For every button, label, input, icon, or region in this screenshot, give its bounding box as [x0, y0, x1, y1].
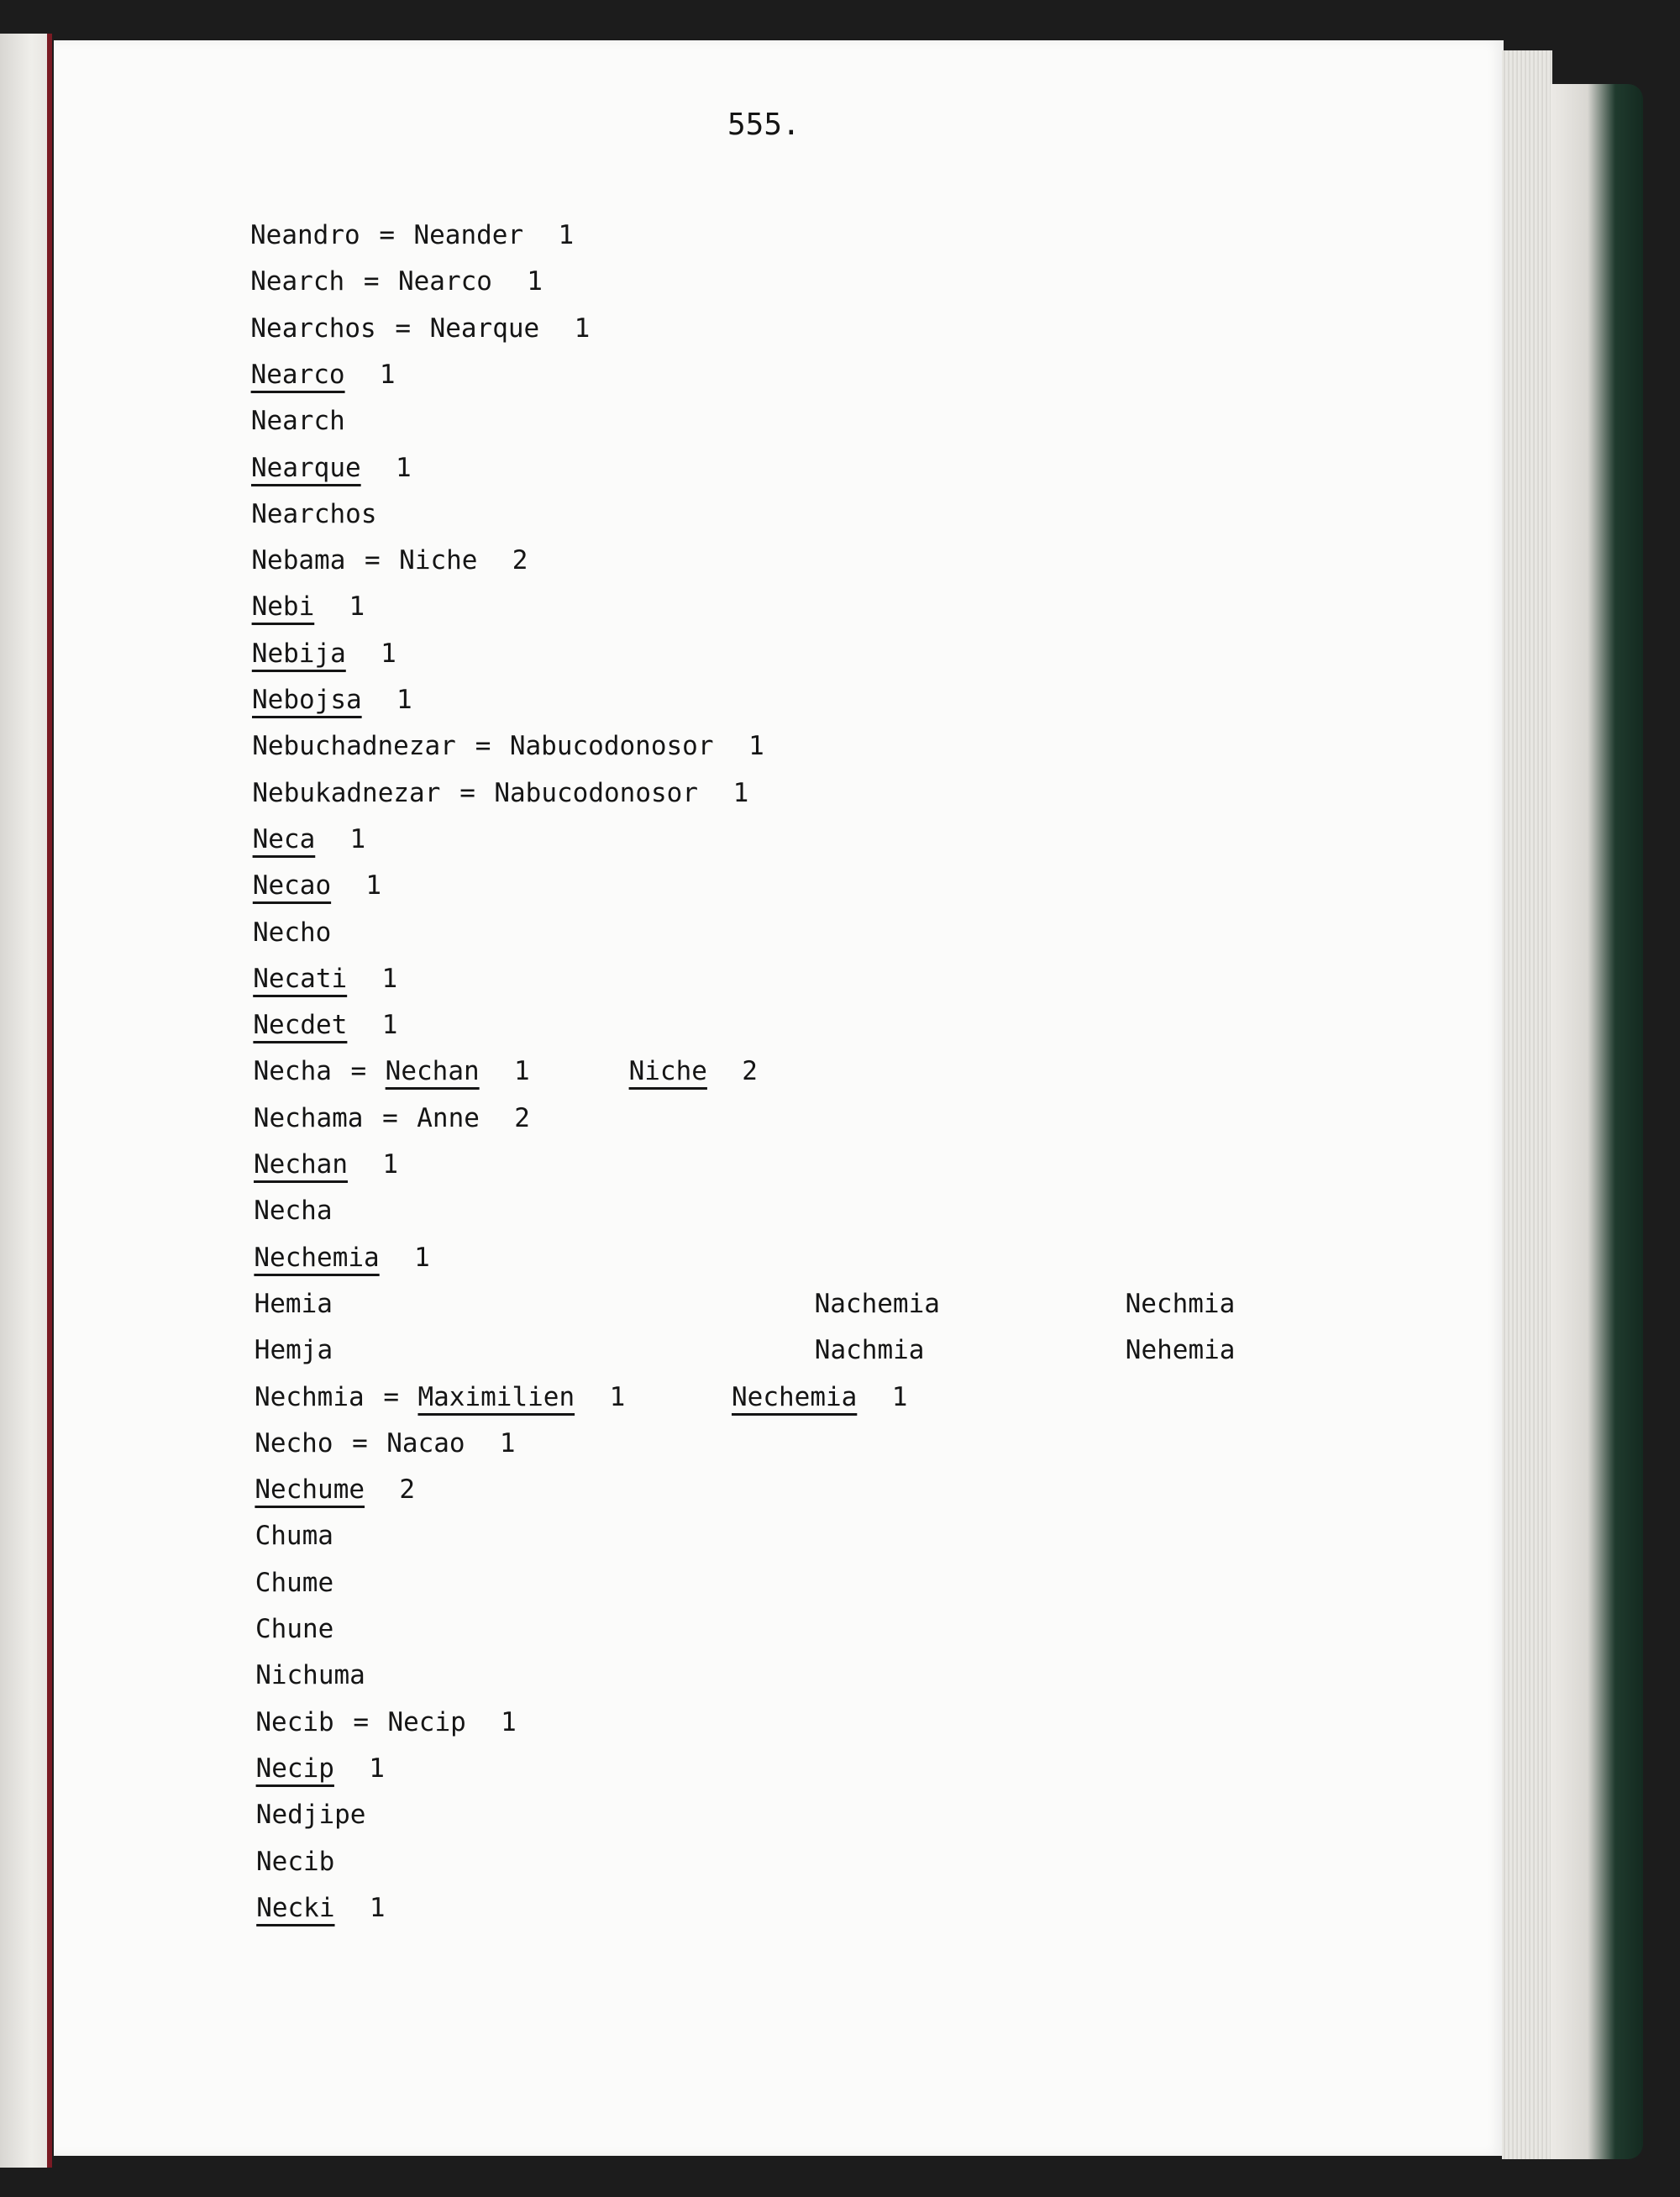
underlined-name: Nechan: [385, 1056, 480, 1087]
entry-name: Niche: [399, 545, 478, 576]
entry-count: 1: [891, 1381, 908, 1412]
entry-name: Necho: [253, 917, 332, 948]
entry-name: Nebuchadnezar: [252, 731, 456, 762]
equals-sign: =: [475, 731, 491, 762]
underlined-name: Nearco: [250, 359, 345, 390]
entry-count: 1: [381, 1010, 398, 1041]
underlined-name: Nebi: [251, 591, 315, 623]
underlined-name: Nechemia: [732, 1381, 858, 1412]
entry-count: 1: [514, 1056, 530, 1087]
equals-sign: =: [379, 220, 395, 250]
entry-name: Nearque: [429, 313, 540, 344]
equals-sign: =: [350, 1056, 367, 1087]
entry-name: Nechama: [253, 1102, 364, 1133]
entry-name: Necib: [256, 1846, 335, 1877]
entry-name: Nearco: [397, 266, 492, 297]
entry-name: Nebama: [251, 545, 346, 576]
entry-name: Nechmia: [1125, 1288, 1236, 1319]
entry-count: 1: [396, 452, 412, 483]
entry-count: 1: [382, 1149, 398, 1180]
underlined-name: Maximilien: [417, 1381, 575, 1412]
entry-count: 2: [399, 1474, 416, 1506]
entry-name: Nearch: [250, 266, 345, 297]
entry-name: Necho: [255, 1427, 333, 1459]
entry-name: Nachemia: [814, 1288, 940, 1319]
entry-count: 1: [396, 685, 412, 715]
entry-count: 1: [349, 591, 365, 623]
entry-count: 1: [609, 1381, 626, 1412]
entry-count: 1: [349, 823, 366, 854]
entry-name: Hemia: [254, 1288, 333, 1319]
entry-count: 1: [369, 1753, 385, 1784]
equals-sign: =: [383, 1381, 399, 1412]
entry-name: Nachmia: [814, 1335, 925, 1366]
entry-count: 1: [748, 731, 764, 762]
entry-name: Chume: [255, 1567, 334, 1598]
entry-count: 1: [381, 963, 398, 994]
underlined-name: Neca: [252, 823, 316, 854]
underlined-name: Niche: [628, 1056, 707, 1087]
entry-count: 1: [381, 638, 396, 669]
underlined-name: Nebija: [251, 638, 346, 669]
entry-name: Anne: [417, 1102, 480, 1133]
equals-sign: =: [352, 1427, 368, 1459]
entry-count: 1: [732, 777, 749, 808]
entry-name: Nebukadnezar: [252, 777, 441, 808]
entry-name: Chune: [255, 1614, 334, 1644]
entry-name: Nedjipe: [255, 1800, 366, 1831]
underlined-name: Necdet: [253, 1010, 348, 1041]
entry-count: 1: [558, 220, 575, 250]
underlined-name: Nechume: [255, 1474, 365, 1506]
entry-count: 1: [365, 870, 382, 901]
underlined-name: Necki: [256, 1892, 335, 1923]
entry-name: Nacao: [386, 1427, 465, 1459]
equals-sign: =: [353, 1706, 369, 1737]
equals-sign: =: [459, 777, 475, 808]
entry-count: 2: [514, 1102, 530, 1133]
entry-count: 1: [414, 1242, 430, 1273]
entry-name: Hemja: [254, 1335, 333, 1366]
underlined-name: Necati: [253, 963, 348, 994]
entry-name: Nehemia: [1125, 1335, 1236, 1366]
entry-name: Necip: [387, 1706, 466, 1737]
page-number: 555.: [727, 108, 801, 142]
entry-count: 1: [574, 313, 591, 344]
underlined-name: Nebojsa: [252, 685, 362, 715]
entry-name: Nichuma: [255, 1660, 365, 1691]
equals-sign: =: [395, 313, 412, 344]
entry-count: 1: [501, 1706, 517, 1737]
entry-name: Nearchos: [250, 313, 376, 344]
entry-name: Nearch: [250, 406, 345, 437]
equals-sign: =: [382, 1102, 398, 1133]
entry-count: 1: [527, 266, 543, 297]
underlined-name: Necip: [255, 1753, 334, 1784]
entry-count: 1: [379, 359, 396, 390]
entry-name: Nechmia: [255, 1381, 365, 1412]
underlined-name: Necao: [252, 870, 332, 901]
entry-count: 1: [499, 1427, 516, 1459]
entry-name: Necha: [253, 1056, 332, 1087]
entry-name: Neandro: [250, 220, 360, 250]
entry-name: Nearchos: [251, 498, 377, 529]
entry-count: 2: [512, 545, 528, 576]
equals-sign: =: [365, 545, 381, 576]
entry-count: 1: [369, 1892, 386, 1923]
underlined-name: Nechan: [254, 1149, 348, 1180]
entry-name: Neander: [413, 220, 524, 250]
underlined-name: Nearque: [251, 452, 361, 483]
entry-count: 2: [742, 1056, 758, 1087]
entry-name: Nabucodonosor: [509, 731, 714, 762]
underlined-name: Nechemia: [254, 1242, 380, 1273]
entry-name: Necha: [254, 1196, 333, 1227]
entry-name: Necib: [255, 1706, 334, 1737]
entry-name: Chuma: [255, 1521, 333, 1552]
equals-sign: =: [363, 266, 380, 297]
entry-name: Nabucodonosor: [494, 777, 698, 808]
